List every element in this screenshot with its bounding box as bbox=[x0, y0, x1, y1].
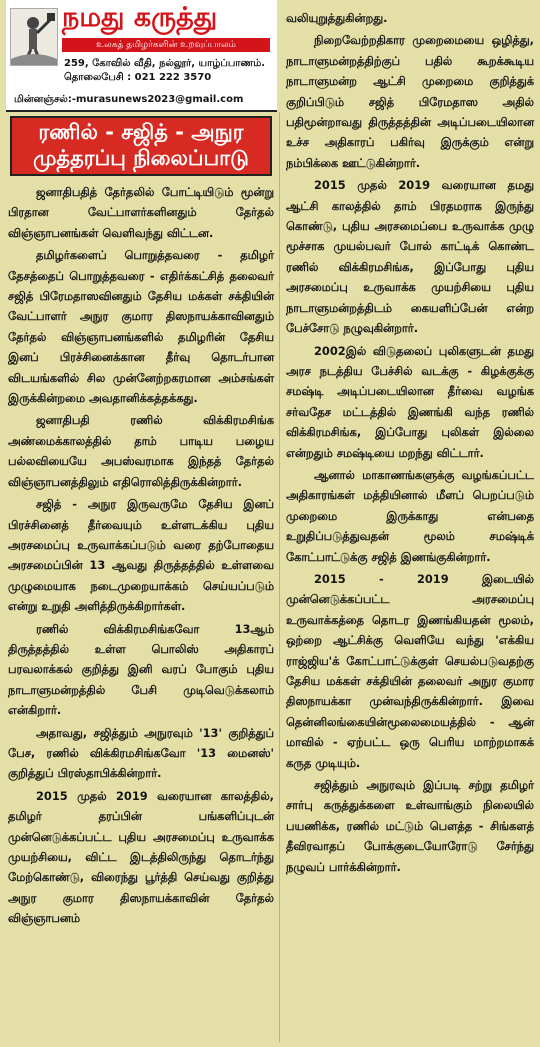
paragraph: ஜனாதிபதி ரணில் விக்கிரமசிங்க அண்மைக்காலத்தில் தாம் பாடிய பழைய பல்லவியையே அபஸ்வரமாக இந்தத் தேர்தல் விஞ்ஞாபனத்திலும் எதிரொலித்திருக்கின்றார். bbox=[8, 413, 274, 489]
paragraph: 2002இல் விடுதலைப் புலிகளுடன் தமது அரச நடத்திய பேச்சில் வடக்கு - கிழக்குக்கு சமஷ்டி அடிப்படையிலான தீர்வை வழங்க சர்வதேச மட்டத்தில் இணங்கி வந்த ரணில் விக்கிரமசிங்க, இப்போது புலிகள் இல்லை என்றதும் சமஷ்டியை மறந்து விட்டார். bbox=[286, 343, 534, 460]
article-right-column bbox=[286, 8, 534, 879]
article-left-column bbox=[8, 182, 274, 931]
headline-line-1: ரணில் - சஜித் - அநுர bbox=[38, 120, 244, 144]
headline-line-2: முத்தரப்பு நிலைப்பாடு bbox=[33, 146, 249, 170]
paragraph: ரணில் விக்கிரமசிங்கவோ 13ஆம் திருத்தத்தில் உள்ள பொலிஸ் அதிகாரப் பரவலாக்கல் குறித்து இனி வரப் போகும் புதிய நாடாளுமன்றத்தில் பேசி முடிவெடுக்கலாம் என்கிறார். bbox=[8, 621, 274, 718]
paragraph: அதாவது, சஜித்தும் அநுரவும் '13' குறித்துப் பேச, ரணில் விக்கிரமசிங்கவோ '13 மைனஸ்' குறித்துப் பிரஸ்தாபிக்கின்றார். bbox=[8, 725, 274, 781]
masthead bbox=[6, 0, 277, 112]
phone: தொலைபேசி : 021 222 3570 bbox=[64, 72, 212, 83]
paragraph: 2015 முதல் 2019 வரையான காலத்தில், தமிழர் தரப்பின் பங்களிப்புடன் முன்னெடுக்கப்பட்ட புதிய அரசமைப்பு உருவாக்க முயற்சியை, விட்ட இடத்திலிருந்து தொடர்ந்து மேற்கொண்டு, விரைந்து பூர்த்தி செய்வது குறித்து அநுர குமார திஸநாயக்காவின் தேர்தல் விஞ்ஞாபனம் bbox=[8, 788, 274, 926]
column-divider bbox=[279, 112, 280, 1042]
article-headline bbox=[10, 116, 272, 176]
paragraph: 2015 முதல் 2019 வரையான தமது ஆட்சி காலத்தில் தாம் பிரதமராக இருந்து கொண்டு, புதிய அரசமைப்பை உருவாக்க முழு மூச்சாக முயல்பவர் போல் காட்டிக் கொண்ட ரணில் விக்கிரமசிங்க, இப்போது புதிய அரசமைப்பு உருவாக்க முயற்சியை புதிய நாடாளுமன்றத்திடம் கையளிப்பேன் என்ற பேச்சோடு நழுவுகின்றார். bbox=[286, 178, 534, 336]
email: மின்னஞ்சல்:-murasunews2023@gmail.com bbox=[14, 94, 244, 105]
paragraph: சஜித்தும் அநுரவும் இப்படி சற்று தமிழர் சார்பு கருத்துக்களை உள்வாங்கும் நிலையில் பயணிக்க, ரணில் மட்டும் பௌத்த - சிங்களத் தீவிரவாதப் போக்குடையோரோடு சேர்ந்து நழுவப் பார்க்கின்றார். bbox=[286, 778, 534, 874]
logo-emblem-icon bbox=[10, 8, 58, 66]
address: 259, கோவில் வீதி, நல்லூர், யாழ்ப்பாணம். bbox=[64, 58, 266, 69]
paragraph: நிறைவேற்றதிகார முறைமையை ஒழித்து, நாடாளுமன்றத்திற்குப் பதில் கூறக்கூடிய நாடாளுமன்ற ஆட்சி முறைமை குறித்துக் குறிப்பிடும் சஜித் பிரேமதாஸ அதில் பதிமூன்றாவது திருத்தத்தின் அடிப்படையிலான உச்ச அதிகாரப் பகிர்வு இருக்கும் என்று நம்பிக்கை ஊட்டுகின்றார். bbox=[286, 33, 534, 170]
paragraph: ஜனாதிபதித் தேர்தலில் போட்டியிடும் மூன்று பிரதான வேட்பாளர்களினதும் தேர்தல் விஞ்ஞாபனங்கள் வெளிவந்து விட்டன. bbox=[8, 185, 274, 240]
newspaper-title: நமது கருத்து bbox=[62, 2, 218, 33]
paragraph: சஜித் - அநுர இருவருமே தேசிய இனப் பிரச்சினைத் தீர்வையும் உள்ளடக்கிய புதிய அரசமைப்பு உருவாக்கப்படும் வரை தற்போதைய அரசமைப்பின் 13 ஆவது திருத்தத்தில் உள்ளவை முழுமையாக நடைமுறையாக்கம் செய்யப்படும் என்று உறுதி அளித்திருக்கிறார்கள். bbox=[8, 497, 274, 614]
paragraph: தமிழர்களைப் பொறுத்தவரை - தமிழர் தேசத்தைப் பொறுத்தவரை - எதிர்க்கட்சித் தலைவர் சஜித் பிரேமதாஸவினதும் தேசிய மக்கள் சக்தியின் வேட்பாளர் அநுர குமார திஸநாயக்காவினதும் தேர்தல் விஞ்ஞாபனங்களில் தமிழரின் தேசிய இனப் பிரச்சினைக்கான தீர்வு தொடர்பான விடயங்களில் சில முன்னேற்றகரமான அம்சங்கள் இருக்கின்றமை அவதானிக்கத்தக்கது. bbox=[8, 248, 274, 406]
paragraph: 2015 - 2019 இடையில் முன்னெடுக்கப்பட்ட அரசமைப்பு உருவாக்கத்தை தொடர இணங்கியதன் மூலம், ஒற்றை ஆட்சிக்கு வெளியே வந்து 'எக்கிய ராஜ்ஜிய'க் கோட்பாட்டுக்குள் செயல்படுவதற்கு தேசிய மக்கள் சக்தியின் தலைவர் அநுர குமார திஸநாயக்கா முன்வந்திருக்கின்றார். இவை தென்னிலங்கையின்மூலைமையத்தில் - ஆன் மாவில் - ஏற்பட்ட ஒரு பெரிய மாற்றமாகக் கருத முடியும். bbox=[286, 571, 534, 770]
paragraph: ஆனால் மாகாணங்களுக்கு வழங்கப்பட்ட அதிகாரங்கள் மத்தியினால் மீளப் பெறப்படும் முறைமை இருக்காது என்பதை உறுதிப்படுத்துவதன் மூலம் சமஷ்டிக் கோட்பாட்டுக்கு சஜித் இணங்குகின்றார். bbox=[286, 467, 534, 564]
tagline: உலகத் தமிழர்களின் உறவுப்பாலம் bbox=[62, 38, 270, 52]
paragraph: வலியுறுத்துகின்றது. bbox=[286, 11, 388, 25]
